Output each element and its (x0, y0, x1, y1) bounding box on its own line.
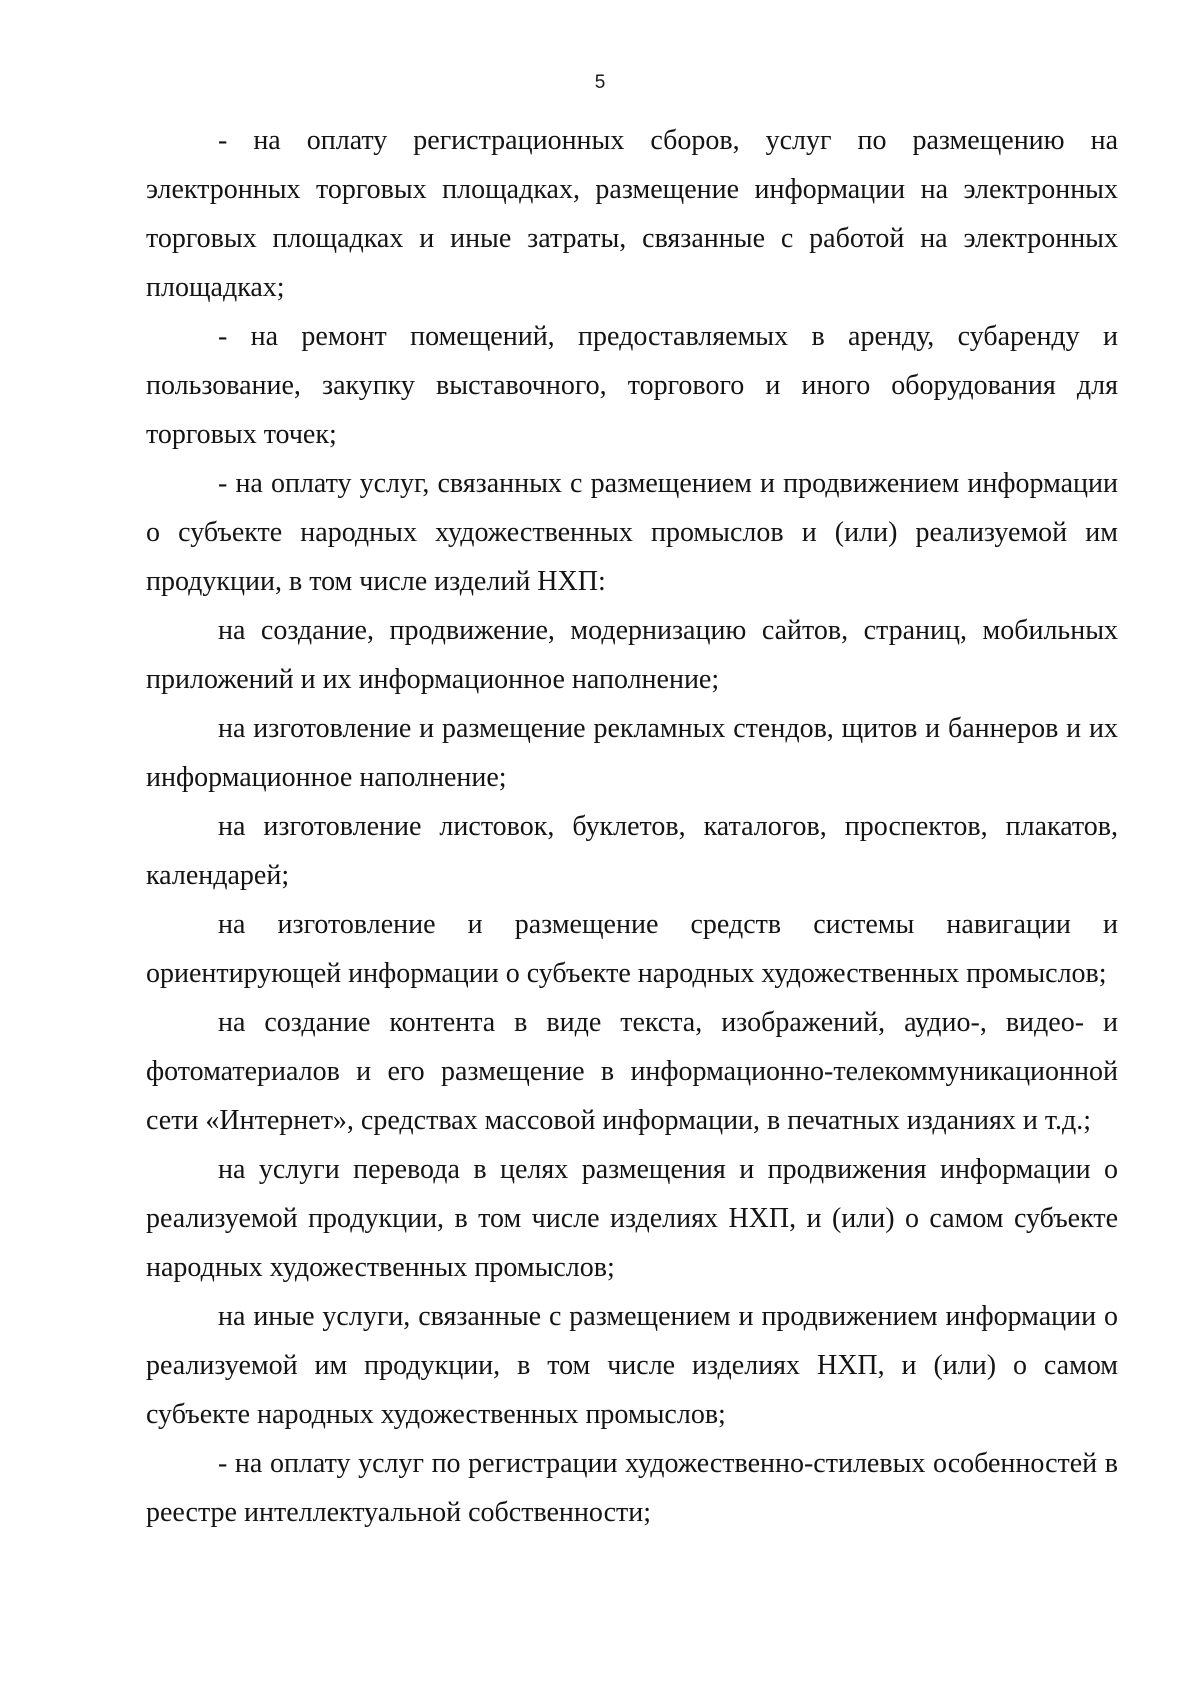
paragraph-advertising-stands: на изготовление и размещение рекламных стендов, щитов и баннеров и их информационное наполнение; (146, 713, 1118, 793)
paragraph-other-services: на иные услуги, связанные с размещением и продвижением информации о реализуемой им продукции, в том числе изделиях НХП, и (или) о самом субъекте народных художественных промыслов; (146, 1301, 1118, 1430)
paragraph-navigation-system: на изготовление и размещение средств системы навигации и ориентирующей информации о субъекте народных художественных промыслов; (146, 909, 1118, 989)
paragraph-translation-services: на услуги перевода в целях размещения и продвижения информации о реализуемой продукции, в том числе изделиях НХП, и (или) о самом субъекте народных художественных промыслов; (146, 1154, 1118, 1283)
paragraph-registration-fees: - на оплату регистрационных сборов, услуг по размещению на электронных торговых площадках, размещение информации на электронных торговых площадках и иные затраты, связанные с работой на электронных площадках; (146, 125, 1118, 303)
paragraph-content-creation: на создание контента в виде текста, изображений, аудио-, видео- и фотоматериалов и его размещение в информационно-телекоммуникационной сети «Интернет», средствах массовой информации, в печатных изданиях и т.д.; (146, 1007, 1118, 1136)
paragraph-websites: на создание, продвижение, модернизацию сайтов, страниц, мобильных приложений и их информационное наполнение; (146, 615, 1118, 695)
paragraph-leaflets: на изготовление листовок, буклетов, каталогов, проспектов, плакатов, календарей; (146, 811, 1118, 891)
document-body (146, 116, 1118, 1537)
paragraph-premises-repair: - на ремонт помещений, предоставляемых в аренду, субаренду и пользование, закупку выставочного, торгового и иного оборудования для торговых точек; (146, 321, 1118, 450)
paragraph-ip-registration: - на оплату услуг по регистрации художественно-стилевых особенностей в реестре интеллектуальной собственности; (146, 1448, 1118, 1528)
page-number: 5 (594, 72, 606, 93)
paragraph-promotion-services: - на оплату услуг, связанных с размещением и продвижением информации о субъекте народных художественных промыслов и (или) реализуемой им продукции, в том числе изделий НХП: (146, 468, 1118, 597)
